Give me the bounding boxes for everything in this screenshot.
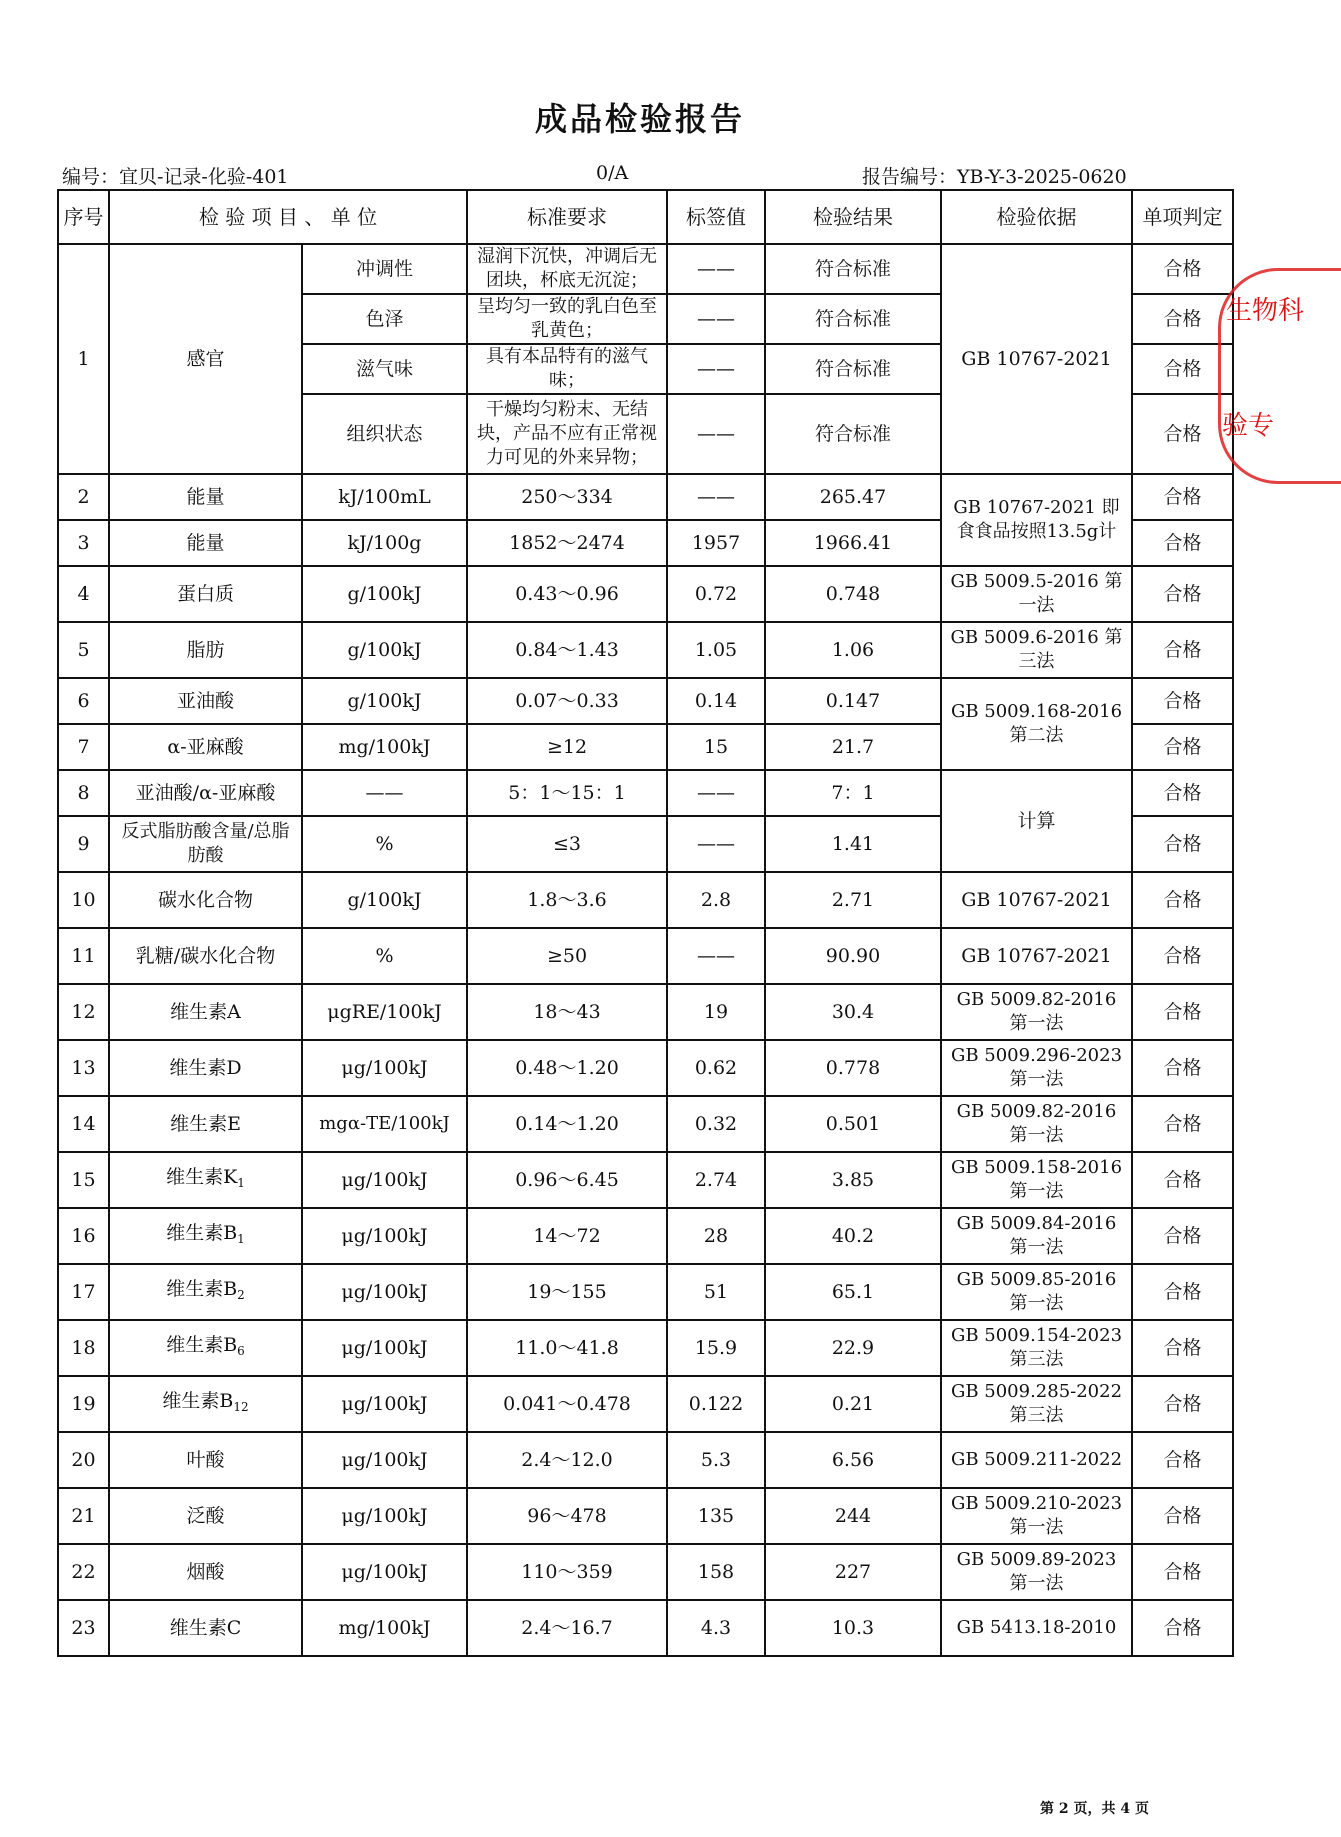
judgement-cell: 合格 bbox=[1132, 1264, 1233, 1320]
seq-cell: 5 bbox=[58, 622, 109, 678]
standard-cell: 0.43～0.96 bbox=[467, 566, 667, 622]
col-result: 检验结果 bbox=[765, 190, 941, 244]
result-cell: 65.1 bbox=[765, 1264, 941, 1320]
report-number: 报告编号：YB-Y-3-2025-0620 bbox=[862, 166, 1127, 188]
result-cell: 0.147 bbox=[765, 678, 941, 724]
seq-cell: 8 bbox=[58, 770, 109, 816]
label-cell: —— bbox=[667, 394, 765, 474]
judgement-cell: 合格 bbox=[1132, 1488, 1233, 1544]
judgement-cell: 合格 bbox=[1132, 294, 1233, 344]
unit-cell: g/100kJ bbox=[302, 622, 467, 678]
basis-cell: GB 5009.210-2023 第一法 bbox=[941, 1488, 1132, 1544]
item-cell: 能量 bbox=[109, 474, 302, 520]
basis-cell: GB 5009.5-2016 第一法 bbox=[941, 566, 1132, 622]
col-label: 标签值 bbox=[667, 190, 765, 244]
table-row bbox=[58, 1544, 1233, 1600]
standard-cell: 湿润下沉快，冲调后无团块，杯底无沉淀； bbox=[467, 244, 667, 294]
item-subscript: 1 bbox=[237, 1176, 245, 1190]
table-row bbox=[58, 1040, 1233, 1096]
judgement-cell: 合格 bbox=[1132, 928, 1233, 984]
item-cell: 亚油酸 bbox=[109, 678, 302, 724]
standard-cell: 具有本品特有的滋气味； bbox=[467, 344, 667, 394]
col-item-unit: 检 验 项 目 、 单 位 bbox=[109, 190, 467, 244]
result-cell: 0.748 bbox=[765, 566, 941, 622]
basis-cell: GB 10767-2021 bbox=[941, 928, 1132, 984]
label-cell: 158 bbox=[667, 1544, 765, 1600]
result-cell: 40.2 bbox=[765, 1208, 941, 1264]
item-cell: 脂肪 bbox=[109, 622, 302, 678]
label-cell: —— bbox=[667, 294, 765, 344]
seq-cell: 16 bbox=[58, 1208, 109, 1264]
seq-cell: 17 bbox=[58, 1264, 109, 1320]
result-cell: 227 bbox=[765, 1544, 941, 1600]
basis-cell: GB 5009.154-2023 第三法 bbox=[941, 1320, 1132, 1376]
judgement-cell: 合格 bbox=[1132, 1432, 1233, 1488]
inspection-table bbox=[57, 189, 1234, 1657]
result-cell: 0.778 bbox=[765, 1040, 941, 1096]
item-subscript: 1 bbox=[237, 1232, 245, 1246]
record-number: 编号：宜贝-记录-化验-401 bbox=[62, 166, 289, 188]
judgement-cell: 合格 bbox=[1132, 622, 1233, 678]
basis-cell: GB 5009.168-2016 第二法 bbox=[941, 678, 1132, 770]
standard-cell: 5：1～15：1 bbox=[467, 770, 667, 816]
table-row bbox=[58, 1488, 1233, 1544]
item-cell bbox=[109, 1376, 302, 1432]
item-cell: 烟酸 bbox=[109, 1544, 302, 1600]
standard-cell: 0.14～1.20 bbox=[467, 1096, 667, 1152]
table-row bbox=[58, 1208, 1233, 1264]
standard-cell: 呈均匀一致的乳白色至乳黄色； bbox=[467, 294, 667, 344]
seq-cell: 13 bbox=[58, 1040, 109, 1096]
unit-cell: μg/100kJ bbox=[302, 1376, 467, 1432]
label-cell: 0.14 bbox=[667, 678, 765, 724]
judgement-cell: 合格 bbox=[1132, 1600, 1233, 1656]
standard-cell: 干燥均匀粉末、无结块，产品不应有正常视力可见的外来异物； bbox=[467, 394, 667, 474]
basis-cell: GB 5009.85-2016 第一法 bbox=[941, 1264, 1132, 1320]
label-cell: —— bbox=[667, 770, 765, 816]
table-row bbox=[58, 984, 1233, 1040]
standard-cell: ≥12 bbox=[467, 724, 667, 770]
unit-cell: g/100kJ bbox=[302, 678, 467, 724]
seq-cell: 12 bbox=[58, 984, 109, 1040]
item-subscript: 6 bbox=[237, 1344, 245, 1358]
item-text: 维生素K bbox=[166, 1166, 238, 1188]
unit-cell: μg/100kJ bbox=[302, 1320, 467, 1376]
result-cell: 符合标准 bbox=[765, 344, 941, 394]
standard-cell: 0.041～0.478 bbox=[467, 1376, 667, 1432]
standard-cell: 250～334 bbox=[467, 474, 667, 520]
item-text: 维生素B bbox=[162, 1390, 234, 1412]
result-cell: 1.06 bbox=[765, 622, 941, 678]
standard-cell: 1.8～3.6 bbox=[467, 872, 667, 928]
label-cell: 15 bbox=[667, 724, 765, 770]
judgement-cell: 合格 bbox=[1132, 344, 1233, 394]
result-cell: 符合标准 bbox=[765, 244, 941, 294]
unit-cell: μg/100kJ bbox=[302, 1208, 467, 1264]
result-cell: 10.3 bbox=[765, 1600, 941, 1656]
report-title: 成品检验报告 bbox=[534, 100, 745, 138]
standard-cell: 0.48～1.20 bbox=[467, 1040, 667, 1096]
unit-cell: kJ/100g bbox=[302, 520, 467, 566]
standard-cell: ≤3 bbox=[467, 816, 667, 872]
standard-cell: 11.0～41.8 bbox=[467, 1320, 667, 1376]
label-cell: —— bbox=[667, 928, 765, 984]
seq-cell: 3 bbox=[58, 520, 109, 566]
stamp-text-1: 生物科 bbox=[1226, 296, 1305, 326]
seq-cell: 6 bbox=[58, 678, 109, 724]
item-subscript: 2 bbox=[237, 1288, 245, 1302]
label-cell: 5.3 bbox=[667, 1432, 765, 1488]
judgement-cell: 合格 bbox=[1132, 1040, 1233, 1096]
basis-cell: GB 5009.89-2023 第一法 bbox=[941, 1544, 1132, 1600]
judgement-cell: 合格 bbox=[1132, 816, 1233, 872]
judgement-cell: 合格 bbox=[1132, 1320, 1233, 1376]
judgement-cell: 合格 bbox=[1132, 770, 1233, 816]
item-cell: 亚油酸/α-亚麻酸 bbox=[109, 770, 302, 816]
item-text: 维生素B bbox=[166, 1222, 238, 1244]
unit-cell: μg/100kJ bbox=[302, 1040, 467, 1096]
result-cell: 265.47 bbox=[765, 474, 941, 520]
table-row bbox=[58, 928, 1233, 984]
unit-cell: g/100kJ bbox=[302, 872, 467, 928]
label-cell: 51 bbox=[667, 1264, 765, 1320]
table-row bbox=[58, 474, 1233, 520]
label-cell: 0.122 bbox=[667, 1376, 765, 1432]
unit-cell: μg/100kJ bbox=[302, 1544, 467, 1600]
judgement-cell: 合格 bbox=[1132, 1376, 1233, 1432]
table-row bbox=[58, 1152, 1233, 1208]
sensory-item: 组织状态 bbox=[302, 394, 467, 474]
basis-cell: 计算 bbox=[941, 770, 1132, 872]
seq-cell: 22 bbox=[58, 1544, 109, 1600]
unit-cell: μgRE/100kJ bbox=[302, 984, 467, 1040]
table-row bbox=[58, 1376, 1233, 1432]
item-text: 维生素B bbox=[166, 1334, 238, 1356]
basis-cell: GB 5009.82-2016 第一法 bbox=[941, 984, 1132, 1040]
version: 0/A bbox=[596, 162, 629, 184]
standard-cell: 18～43 bbox=[467, 984, 667, 1040]
table-row bbox=[58, 622, 1233, 678]
item-cell: 维生素C bbox=[109, 1600, 302, 1656]
seq-cell: 20 bbox=[58, 1432, 109, 1488]
judgement-cell: 合格 bbox=[1132, 244, 1233, 294]
seq-cell: 21 bbox=[58, 1488, 109, 1544]
label-cell: 0.62 bbox=[667, 1040, 765, 1096]
basis-cell: GB 10767-2021 即食食品按照13.5g计 bbox=[941, 474, 1132, 566]
judgement-cell: 合格 bbox=[1132, 1096, 1233, 1152]
result-cell: 30.4 bbox=[765, 984, 941, 1040]
seq-cell: 2 bbox=[58, 474, 109, 520]
unit-cell: μg/100kJ bbox=[302, 1264, 467, 1320]
seq-cell: 1 bbox=[58, 244, 109, 474]
unit-cell: % bbox=[302, 816, 467, 872]
seq-cell: 11 bbox=[58, 928, 109, 984]
item-cell: 能量 bbox=[109, 520, 302, 566]
standard-cell: 0.96～6.45 bbox=[467, 1152, 667, 1208]
basis-cell: GB 10767-2021 bbox=[941, 244, 1132, 474]
result-cell: 1966.41 bbox=[765, 520, 941, 566]
item-cell: 蛋白质 bbox=[109, 566, 302, 622]
item-cell: 维生素D bbox=[109, 1040, 302, 1096]
item-cell: α-亚麻酸 bbox=[109, 724, 302, 770]
judgement-cell: 合格 bbox=[1132, 724, 1233, 770]
seq-cell: 10 bbox=[58, 872, 109, 928]
table-row bbox=[58, 1264, 1233, 1320]
basis-cell: GB 5009.296-2023 第一法 bbox=[941, 1040, 1132, 1096]
basis-cell: GB 10767-2021 bbox=[941, 872, 1132, 928]
table-row bbox=[58, 1320, 1233, 1376]
judgement-cell: 合格 bbox=[1132, 872, 1233, 928]
standard-cell: 2.4～16.7 bbox=[467, 1600, 667, 1656]
item-text: 维生素B bbox=[166, 1278, 238, 1300]
label-cell: —— bbox=[667, 474, 765, 520]
basis-cell: GB 5009.6-2016 第三法 bbox=[941, 622, 1132, 678]
table-row bbox=[58, 244, 1233, 294]
result-cell: 90.90 bbox=[765, 928, 941, 984]
result-cell: 0.501 bbox=[765, 1096, 941, 1152]
item-cell: 泛酸 bbox=[109, 1488, 302, 1544]
unit-cell: g/100kJ bbox=[302, 566, 467, 622]
unit-cell: —— bbox=[302, 770, 467, 816]
item-cell: 维生素A bbox=[109, 984, 302, 1040]
page-number: 第 2 页，共 4 页 bbox=[1040, 1801, 1149, 1817]
standard-cell: 0.07～0.33 bbox=[467, 678, 667, 724]
judgement-cell: 合格 bbox=[1132, 566, 1233, 622]
item-cell: 乳糖/碳水化合物 bbox=[109, 928, 302, 984]
sensory-category: 感官 bbox=[109, 244, 302, 474]
standard-cell: 14～72 bbox=[467, 1208, 667, 1264]
table-row bbox=[58, 1096, 1233, 1152]
seq-cell: 14 bbox=[58, 1096, 109, 1152]
label-cell: 135 bbox=[667, 1488, 765, 1544]
basis-cell: GB 5009.82-2016 第一法 bbox=[941, 1096, 1132, 1152]
basis-cell: GB 5009.211-2022 bbox=[941, 1432, 1132, 1488]
basis-cell: GB 5009.84-2016 第一法 bbox=[941, 1208, 1132, 1264]
standard-cell: 19～155 bbox=[467, 1264, 667, 1320]
basis-cell: GB 5009.285-2022 第三法 bbox=[941, 1376, 1132, 1432]
item-cell: 反式脂肪酸含量/总脂肪酸 bbox=[109, 816, 302, 872]
item-cell bbox=[109, 1208, 302, 1264]
label-cell: 1957 bbox=[667, 520, 765, 566]
table-row bbox=[58, 1432, 1233, 1488]
basis-cell: GB 5413.18-2010 bbox=[941, 1600, 1132, 1656]
seq-cell: 18 bbox=[58, 1320, 109, 1376]
seq-cell: 19 bbox=[58, 1376, 109, 1432]
unit-cell: μg/100kJ bbox=[302, 1152, 467, 1208]
judgement-cell: 合格 bbox=[1132, 1544, 1233, 1600]
seq-cell: 9 bbox=[58, 816, 109, 872]
result-cell: 6.56 bbox=[765, 1432, 941, 1488]
col-judgement: 单项判定 bbox=[1132, 190, 1233, 244]
label-cell: 0.72 bbox=[667, 566, 765, 622]
label-cell: —— bbox=[667, 344, 765, 394]
unit-cell: mgα-TE/100kJ bbox=[302, 1096, 467, 1152]
judgement-cell: 合格 bbox=[1132, 394, 1233, 474]
unit-cell: % bbox=[302, 928, 467, 984]
label-cell: —— bbox=[667, 816, 765, 872]
result-cell: 符合标准 bbox=[765, 394, 941, 474]
table-row bbox=[58, 770, 1233, 816]
seq-cell: 4 bbox=[58, 566, 109, 622]
col-basis: 检验依据 bbox=[941, 190, 1132, 244]
item-subscript: 12 bbox=[233, 1400, 249, 1414]
standard-cell: 1852～2474 bbox=[467, 520, 667, 566]
table-row bbox=[58, 566, 1233, 622]
table-header-row bbox=[58, 190, 1233, 244]
seq-cell: 23 bbox=[58, 1600, 109, 1656]
label-cell: 2.74 bbox=[667, 1152, 765, 1208]
result-cell: 21.7 bbox=[765, 724, 941, 770]
result-cell: 3.85 bbox=[765, 1152, 941, 1208]
label-cell: 15.9 bbox=[667, 1320, 765, 1376]
item-cell: 叶酸 bbox=[109, 1432, 302, 1488]
standard-cell: ≥50 bbox=[467, 928, 667, 984]
sensory-item: 滋气味 bbox=[302, 344, 467, 394]
basis-cell: GB 5009.158-2016 第一法 bbox=[941, 1152, 1132, 1208]
judgement-cell: 合格 bbox=[1132, 1152, 1233, 1208]
unit-cell: mg/100kJ bbox=[302, 1600, 467, 1656]
judgement-cell: 合格 bbox=[1132, 1208, 1233, 1264]
table-row bbox=[58, 1600, 1233, 1656]
unit-cell: μg/100kJ bbox=[302, 1432, 467, 1488]
table-row bbox=[58, 872, 1233, 928]
result-cell: 22.9 bbox=[765, 1320, 941, 1376]
item-cell: 碳水化合物 bbox=[109, 872, 302, 928]
result-cell: 2.71 bbox=[765, 872, 941, 928]
result-cell: 0.21 bbox=[765, 1376, 941, 1432]
label-cell: 2.8 bbox=[667, 872, 765, 928]
col-seq: 序号 bbox=[58, 190, 109, 244]
seq-cell: 7 bbox=[58, 724, 109, 770]
result-cell: 1.41 bbox=[765, 816, 941, 872]
judgement-cell: 合格 bbox=[1132, 474, 1233, 520]
judgement-cell: 合格 bbox=[1132, 678, 1233, 724]
seq-cell: 15 bbox=[58, 1152, 109, 1208]
standard-cell: 110～359 bbox=[467, 1544, 667, 1600]
label-cell: 19 bbox=[667, 984, 765, 1040]
item-cell: 维生素E bbox=[109, 1096, 302, 1152]
item-cell bbox=[109, 1152, 302, 1208]
judgement-cell: 合格 bbox=[1132, 520, 1233, 566]
standard-cell: 0.84～1.43 bbox=[467, 622, 667, 678]
sensory-item: 冲调性 bbox=[302, 244, 467, 294]
unit-cell: mg/100kJ bbox=[302, 724, 467, 770]
label-cell: 1.05 bbox=[667, 622, 765, 678]
label-cell: 28 bbox=[667, 1208, 765, 1264]
item-cell bbox=[109, 1264, 302, 1320]
label-cell: 0.32 bbox=[667, 1096, 765, 1152]
standard-cell: 2.4～12.0 bbox=[467, 1432, 667, 1488]
stamp-text-2: 验专 bbox=[1222, 411, 1275, 441]
standard-cell: 96～478 bbox=[467, 1488, 667, 1544]
col-standard: 标准要求 bbox=[467, 190, 667, 244]
result-cell: 7：1 bbox=[765, 770, 941, 816]
unit-cell: kJ/100mL bbox=[302, 474, 467, 520]
judgement-cell: 合格 bbox=[1132, 984, 1233, 1040]
result-cell: 符合标准 bbox=[765, 294, 941, 344]
item-cell bbox=[109, 1320, 302, 1376]
label-cell: 4.3 bbox=[667, 1600, 765, 1656]
table-row bbox=[58, 678, 1233, 724]
unit-cell: μg/100kJ bbox=[302, 1488, 467, 1544]
result-cell: 244 bbox=[765, 1488, 941, 1544]
sensory-item: 色泽 bbox=[302, 294, 467, 344]
label-cell: —— bbox=[667, 244, 765, 294]
